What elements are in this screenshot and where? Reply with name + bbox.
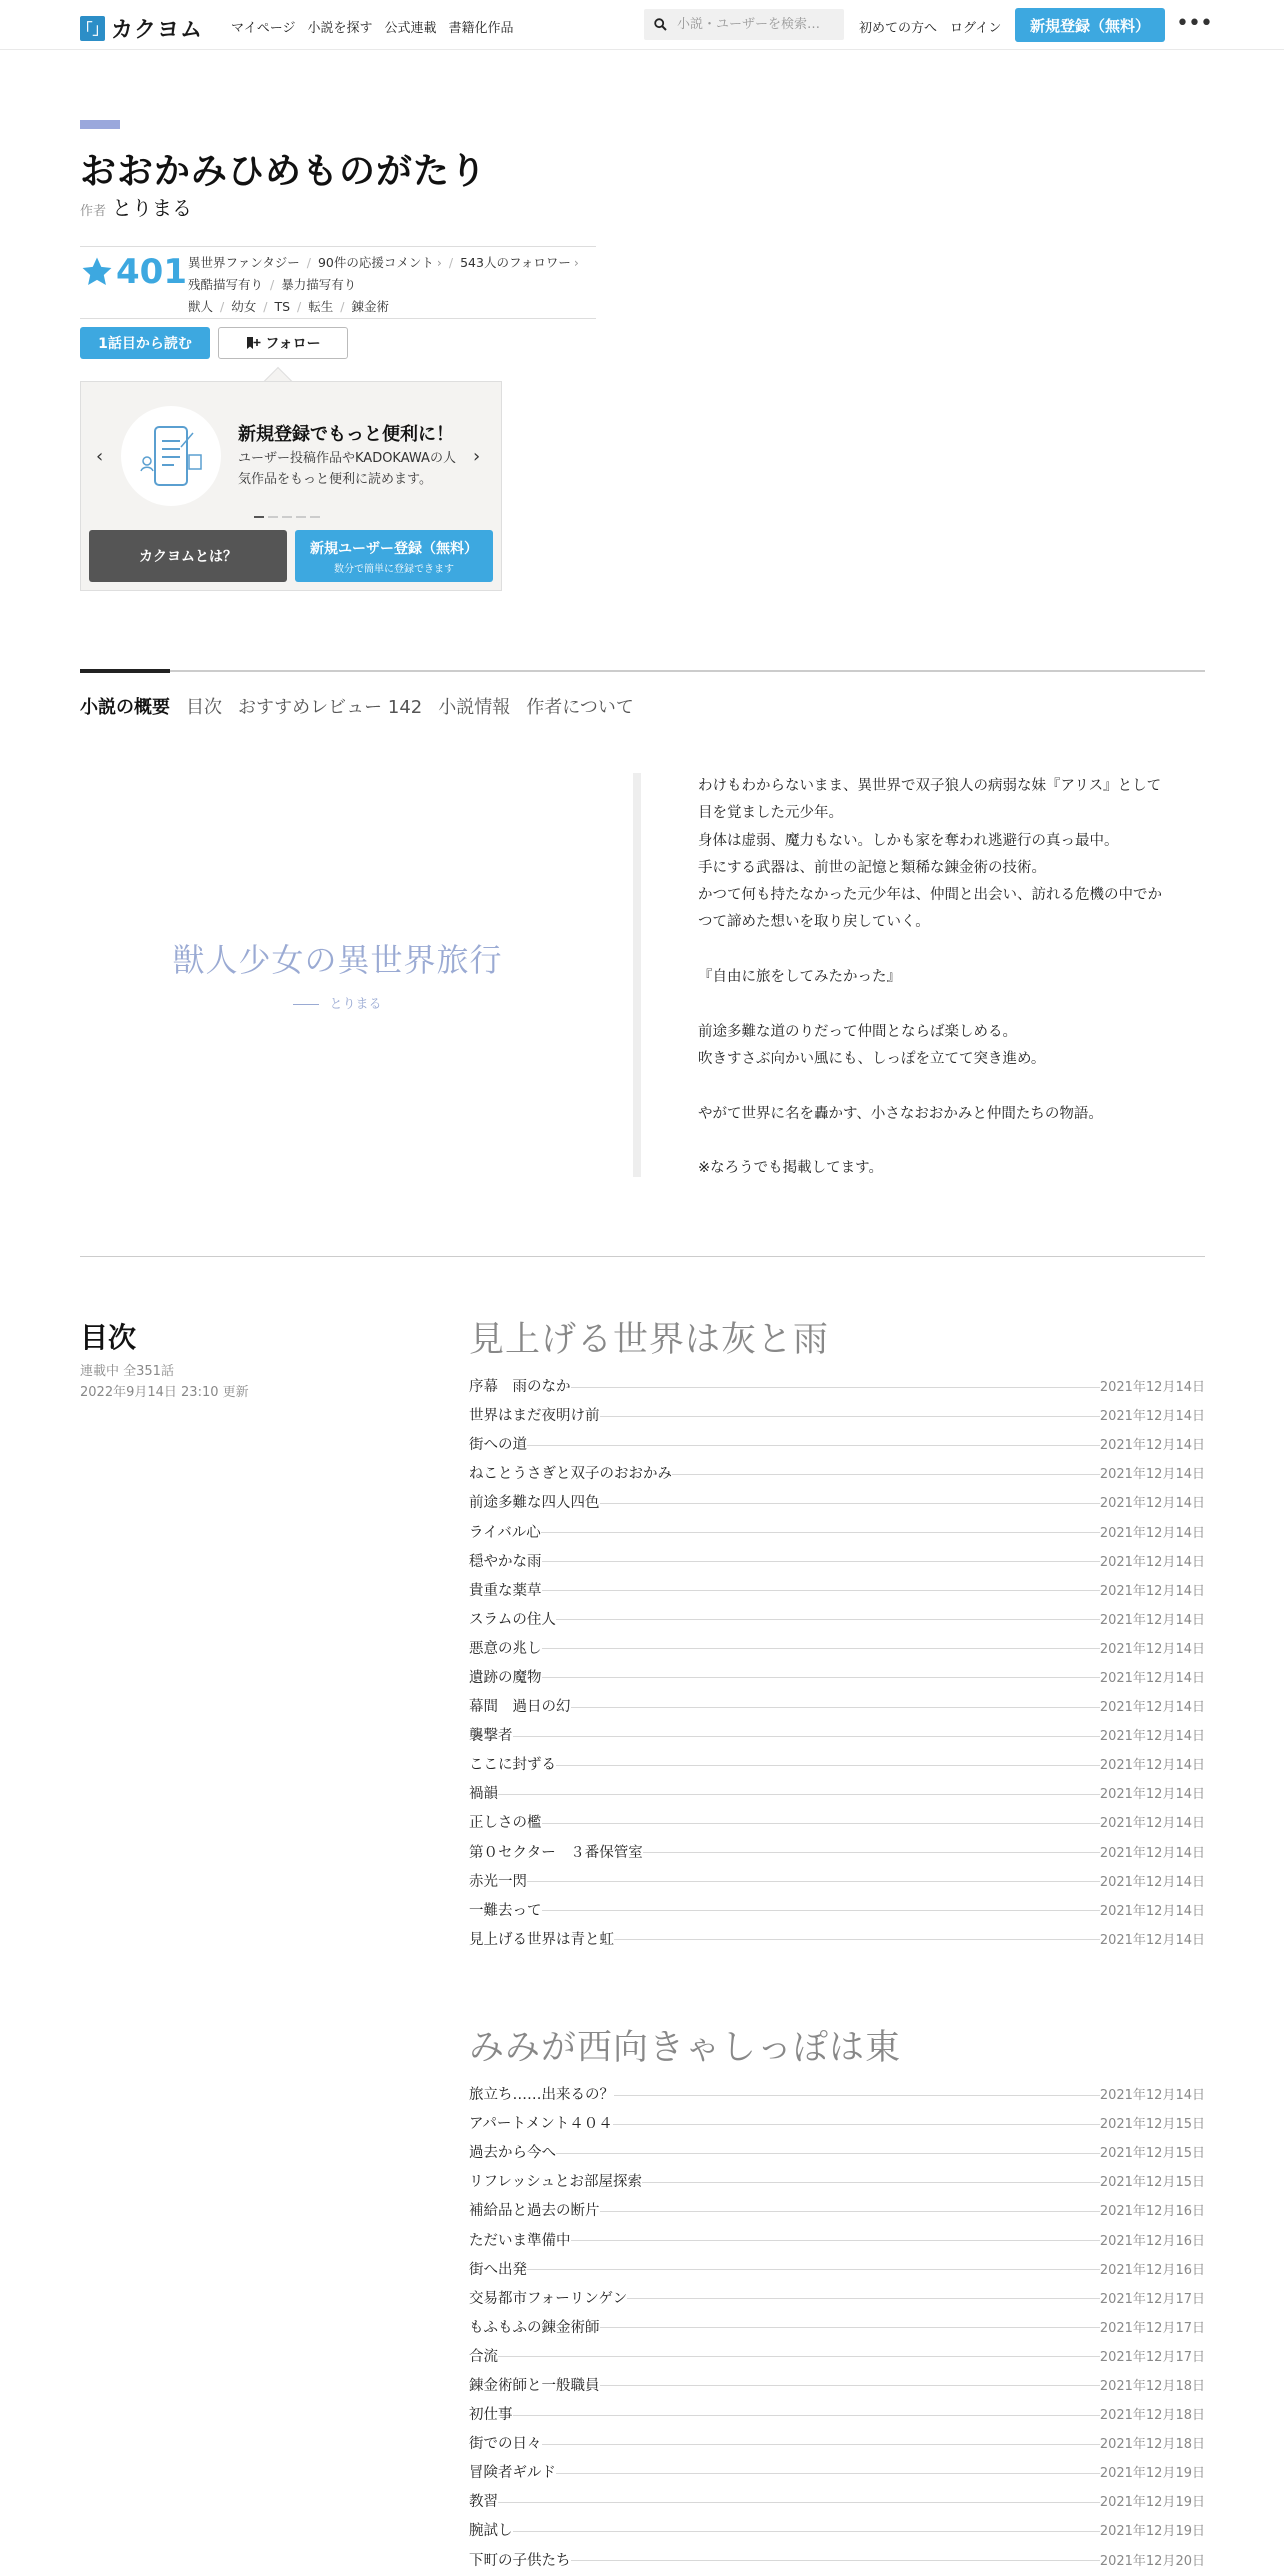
episode-item[interactable]	[469, 1487, 1205, 1516]
episode-item[interactable]	[469, 2399, 1205, 2428]
episode-item[interactable]	[469, 1895, 1205, 1924]
episode-date: 2021年12月19日	[1099, 2466, 1205, 2482]
tag-link[interactable]: 錬金術	[351, 299, 390, 314]
episode-rule	[600, 1503, 1100, 1504]
separator: /	[340, 298, 345, 314]
episode-title: 一難去って	[469, 1902, 542, 1919]
section-divider	[80, 1256, 1205, 1257]
episode-title: 赤光一閃	[469, 1873, 527, 1890]
episode-date: 2021年12月16日	[1099, 2262, 1205, 2278]
episode-date: 2021年12月19日	[1099, 2495, 1205, 2511]
meta-row-warnings	[188, 275, 356, 293]
episode-rule	[542, 1561, 1100, 1562]
episode-title: 交易都市フォーリンゲン	[469, 2290, 628, 2307]
episode-date: 2021年12月14日	[1099, 1380, 1205, 1396]
episode-rule	[527, 1881, 1100, 1882]
episode-title: 冒険者ギルド	[469, 2465, 556, 2482]
separator: /	[306, 254, 311, 270]
episode-date: 2021年12月18日	[1099, 2408, 1205, 2424]
episode-rule	[541, 1532, 1100, 1533]
episode-date: 2021年12月14日	[1099, 1845, 1205, 1861]
episode-item[interactable]	[469, 2254, 1205, 2283]
episode-date: 2021年12月14日	[1099, 1554, 1205, 1570]
author-name-link[interactable]: とりまる	[112, 196, 193, 220]
follow-button[interactable]	[218, 327, 348, 359]
episode-title: 遺跡の魔物	[469, 1669, 542, 1686]
episode-item[interactable]	[469, 1371, 1205, 1400]
site-header	[0, 0, 1284, 50]
toc-heading: 目次	[80, 1321, 137, 1354]
episode-rule	[642, 2182, 1100, 2183]
episode-title: 幕間 過日の幻	[469, 1699, 571, 1716]
episode-title: ねことうさぎと双子のおおかみ	[469, 1466, 672, 1483]
meta-row-tags	[188, 297, 389, 315]
intro-line: やがて世界に名を轟かす、小さなおおかみと仲間たちの物語。	[698, 1105, 1103, 1122]
episode-rule	[614, 2095, 1100, 2096]
pager-dot[interactable]	[268, 516, 278, 518]
episode-date: 2021年12月16日	[1099, 2204, 1205, 2220]
follow-button-label: フォロー	[265, 336, 321, 352]
episode-date: 2021年12月14日	[1099, 1583, 1205, 1599]
episode-item[interactable]	[469, 2515, 1205, 2544]
episode-item[interactable]	[469, 2195, 1205, 2224]
episode-rule	[542, 1823, 1100, 1824]
episode-item[interactable]	[469, 1575, 1205, 1604]
episode-date: 2021年12月14日	[1099, 1641, 1205, 1657]
active-tab-indicator	[80, 669, 170, 673]
first-time-link[interactable]: 初めての方へ	[859, 21, 938, 36]
episode-rule	[498, 2356, 1100, 2357]
episode-title: 初仕事	[469, 2407, 513, 2424]
episode-title: もふもふの錬金術師	[469, 2319, 600, 2336]
episode-title: 見上げる世界は青と虹	[469, 1931, 614, 1948]
intro-line: ※なろうでも掲載してます。	[698, 1160, 883, 1177]
episode-rule	[498, 2502, 1100, 2503]
comments-link[interactable]: 90件の応援コメント	[317, 255, 434, 270]
episode-rule	[600, 2327, 1100, 2328]
episode-date: 2021年12月18日	[1099, 2378, 1205, 2394]
separator: /	[448, 254, 454, 270]
chevron-right-icon: ›	[573, 254, 579, 270]
episode-title: 腕試し	[469, 2523, 513, 2540]
pager-dot[interactable]	[296, 516, 306, 518]
register-button-sublabel: 数分で簡単に登録できます	[334, 563, 454, 575]
episode-rule	[556, 1619, 1100, 1620]
episode-title: 第０セクター ３番保管室	[469, 1844, 643, 1861]
episode-rule	[527, 2269, 1100, 2270]
dash-line	[293, 1004, 319, 1005]
introduction-side-bar	[633, 773, 641, 1177]
episode-rule	[556, 1765, 1100, 1766]
episode-date: 2021年12月18日	[1099, 2437, 1205, 2453]
episode-date: 2021年12月14日	[1099, 1467, 1205, 1483]
intro-line: わけもわからないまま、異世界で双子狼人の病弱な妹『アリス』として	[698, 778, 1162, 794]
promo-title: 新規登録でもっと便利に！	[238, 424, 454, 445]
episode-rule	[571, 2560, 1100, 2561]
separator: /	[220, 298, 225, 314]
episode-rule	[542, 1590, 1100, 1591]
episode-item[interactable]	[469, 1924, 1205, 1953]
catchphrase: 獣人少女の異世界旅行	[172, 941, 503, 979]
episode-date: 2021年12月14日	[1099, 1729, 1205, 1745]
episode-title: 過去から今へ	[469, 2145, 556, 2162]
work-meta	[80, 246, 596, 319]
intro-line: かつて何も持たなかった元少年は、仲間と出会い、訪れる危機の中でか	[698, 887, 1162, 904]
episode-rule	[571, 1387, 1100, 1388]
promo-prev-arrow-icon[interactable]: ‹	[96, 446, 104, 467]
register-user-button[interactable]	[295, 530, 493, 582]
work-tabs	[80, 693, 634, 719]
episode-date: 2021年12月14日	[1099, 1700, 1205, 1716]
episode-title: 世界はまだ夜明け前	[469, 1408, 600, 1425]
login-link[interactable]: ログイン	[950, 21, 1002, 36]
episode-item[interactable]	[469, 1720, 1205, 1749]
intro-line	[698, 1073, 1218, 1100]
meta-row-genre	[188, 253, 579, 271]
episode-item[interactable]	[469, 2224, 1205, 2253]
episode-list	[469, 1371, 1205, 1953]
episode-rule	[513, 2415, 1100, 2416]
episode-title: 補給品と過去の断片	[469, 2203, 600, 2220]
tag-link[interactable]: TS	[274, 298, 291, 314]
episode-rule	[613, 2124, 1100, 2125]
episode-item[interactable]	[469, 1691, 1205, 1720]
introduction-text	[698, 773, 1218, 1182]
episode-rule	[542, 1648, 1100, 1649]
episode-date: 2021年12月14日	[1099, 1903, 1205, 1919]
catch-author-name: とりまる	[329, 997, 382, 1012]
episode-date: 2021年12月14日	[1099, 1409, 1205, 1425]
separator: /	[270, 276, 275, 292]
episode-date: 2021年12月16日	[1099, 2233, 1205, 2249]
intro-line: 『自由に旅をしてみたかった』	[698, 969, 901, 986]
episode-title: 街での日々	[469, 2436, 542, 2453]
intro-line: 前途多難な道のりだって仲間とならば楽しめる。	[698, 1023, 1017, 1040]
promo-illustration	[121, 406, 221, 506]
episode-rule	[527, 1445, 1100, 1446]
episode-date: 2021年12月15日	[1099, 2117, 1205, 2133]
episode-date: 2021年12月19日	[1099, 2524, 1205, 2540]
episode-item[interactable]	[469, 1807, 1205, 1836]
episode-item[interactable]	[469, 2166, 1205, 2195]
episode-rule	[614, 1939, 1100, 1940]
toc-updated: 2022年9月14日 23:10 更新	[80, 1385, 249, 1400]
episode-date: 2021年12月14日	[1099, 1816, 1205, 1832]
episode-title: 街へ出発	[469, 2261, 527, 2278]
episode-item[interactable]	[469, 1458, 1205, 1487]
episode-item[interactable]	[469, 2137, 1205, 2166]
episode-title: 正しさの檻	[469, 1815, 542, 1832]
followers-link[interactable]: 543人のフォロワー	[460, 255, 571, 270]
episode-rule	[643, 1852, 1100, 1853]
search-box	[644, 9, 844, 40]
chapter-title: みみが西向きゃしっぽは東	[469, 2028, 902, 2068]
title-accent-bar	[80, 120, 120, 129]
pager-dot[interactable]	[282, 516, 292, 518]
episode-item[interactable]	[469, 1604, 1205, 1633]
separator: /	[297, 298, 302, 314]
episode-rule	[513, 2531, 1100, 2532]
episode-date: 2021年12月14日	[1099, 1525, 1205, 1541]
star-count: 401	[116, 252, 187, 292]
more-menu-icon[interactable]: •••	[1176, 11, 1212, 36]
logo-mark: 「」	[80, 16, 105, 41]
episode-item[interactable]	[469, 1778, 1205, 1807]
tab-work-info[interactable]: 小説情報	[438, 697, 511, 718]
tab-reviews[interactable]: おすすめレビュー 142	[238, 697, 423, 718]
episode-rule	[542, 2444, 1100, 2445]
author-label: 作者	[80, 204, 107, 219]
episode-date: 2021年12月14日	[1099, 1496, 1205, 1512]
warning-label: 暴力描写有り	[281, 277, 357, 292]
signup-button[interactable]: 新規登録（無料）	[1015, 8, 1165, 42]
episode-title: ライバル心	[469, 1524, 541, 1541]
nav-search-novels[interactable]: 小説を探す	[307, 21, 373, 36]
episode-rule	[600, 2385, 1100, 2386]
intro-line	[698, 1128, 1218, 1155]
episode-title: 旅立ち……出来るの？	[469, 2087, 614, 2104]
tabs-divider	[80, 670, 1205, 672]
tag-link[interactable]: 獣人	[188, 299, 214, 314]
promo-next-arrow-icon[interactable]: ›	[473, 446, 481, 467]
pager-dot[interactable]	[254, 516, 264, 518]
episode-title: スラムの住人	[469, 1611, 556, 1628]
catchphrase-author	[80, 993, 595, 1012]
episode-rule	[498, 1794, 1100, 1795]
episode-title: ここに封ずる	[469, 1757, 556, 1774]
episode-item[interactable]	[469, 2079, 1205, 2108]
about-kakuyomu-button[interactable]: カクヨムとは？	[89, 530, 287, 582]
episode-date: 2021年12月14日	[1099, 1758, 1205, 1774]
tab-overview[interactable]: 小説の概要	[80, 697, 170, 718]
search-input[interactable]	[677, 17, 827, 32]
episode-date: 2021年12月14日	[1099, 1438, 1205, 1454]
star-rating[interactable]	[80, 252, 187, 292]
catchphrase-block	[80, 935, 595, 1012]
episode-date: 2021年12月14日	[1099, 1874, 1205, 1890]
tab-toc[interactable]: 目次	[186, 697, 222, 718]
episode-item[interactable]	[469, 2545, 1205, 2568]
episode-item[interactable]	[469, 2428, 1205, 2457]
episode-date: 2021年12月17日	[1099, 2320, 1205, 2336]
episode-item[interactable]	[469, 1866, 1205, 1895]
work-title[interactable]: おおかみひめものがたり	[80, 151, 488, 192]
episode-title: 合流	[469, 2348, 498, 2365]
author-line	[80, 192, 192, 221]
episode-title: ただいま準備中	[469, 2232, 571, 2249]
episode-date: 2021年12月20日	[1099, 2553, 1205, 2568]
episode-title: 禍韻	[469, 1786, 498, 1803]
episode-rule	[571, 2240, 1100, 2241]
separator: /	[263, 298, 268, 314]
intro-line: 身体は虚弱、魔力もない。しかも家を奪われ逃避行の真っ最中。	[698, 832, 1119, 849]
episode-date: 2021年12月14日	[1099, 1670, 1205, 1686]
chapter-title: 見上げる世界は灰と雨	[469, 1320, 830, 1360]
episode-item[interactable]	[469, 2108, 1205, 2137]
intro-line	[698, 937, 1218, 964]
logo-text: カクヨム	[111, 18, 204, 43]
warning-label: 残酷描写有り	[188, 277, 264, 292]
episode-rule	[556, 2153, 1100, 2154]
episode-date: 2021年12月14日	[1099, 1612, 1205, 1628]
episode-item[interactable]	[469, 2457, 1205, 2486]
episode-title: リフレッシュとお部屋探索	[469, 2174, 642, 2191]
nav-official[interactable]: 公式連載	[384, 21, 437, 36]
search-icon[interactable]	[654, 18, 667, 31]
pager-dot[interactable]	[310, 516, 320, 518]
nav-published[interactable]: 書籍化作品	[448, 21, 514, 36]
episode-item[interactable]	[469, 1400, 1205, 1429]
signup-promo-panel	[80, 381, 502, 591]
episode-rule	[542, 1677, 1100, 1678]
tag-link[interactable]: 転生	[308, 299, 334, 314]
episode-item[interactable]	[469, 2341, 1205, 2370]
episode-item[interactable]	[469, 1516, 1205, 1545]
episode-item[interactable]	[469, 1633, 1205, 1662]
episode-item[interactable]	[469, 2370, 1205, 2399]
intro-line	[698, 991, 1218, 1018]
episode-date: 2021年12月15日	[1099, 2146, 1205, 2162]
episode-rule	[556, 2473, 1100, 2474]
episode-rule	[600, 1416, 1100, 1417]
episode-title: 街への道	[469, 1437, 527, 1454]
genre-link[interactable]: 異世界ファンタジー	[188, 255, 300, 270]
episode-title: 錬金術師と一般職員	[469, 2377, 600, 2394]
star-icon	[80, 255, 114, 289]
intro-line: 目を覚ました元少年。	[698, 805, 843, 822]
episode-title: 襲撃者	[469, 1728, 513, 1745]
episode-rule	[542, 1910, 1100, 1911]
bookmark-plus-icon	[245, 336, 261, 350]
episode-item[interactable]	[469, 2283, 1205, 2312]
episode-title: 教習	[469, 2494, 498, 2511]
global-nav	[231, 17, 514, 36]
intro-line: 吹きすさぶ向かい風にも、しっぽを立てて突き進め。	[698, 1050, 1046, 1067]
episode-item[interactable]	[469, 1837, 1205, 1866]
episode-item[interactable]	[469, 2312, 1205, 2341]
read-first-episode-button[interactable]: 1話目から読む	[80, 327, 210, 359]
toc-status: 連載中 全351話	[80, 1364, 174, 1379]
episode-date: 2021年12月14日	[1099, 1787, 1205, 1803]
episode-list	[469, 2079, 1205, 2568]
intro-line: 手にする武器は、前世の記憶と類稀な錬金術の技術。	[698, 859, 1046, 876]
episode-rule	[627, 2298, 1100, 2299]
episode-date: 2021年12月17日	[1099, 2349, 1205, 2365]
tab-about-author[interactable]: 作者について	[526, 697, 634, 718]
promo-description: ユーザー投稿作品やKADOKAWAの人気作品をもっと便利に読めます。	[238, 451, 456, 487]
intro-line: つて諦めた想いを取り戻していく。	[698, 914, 930, 931]
tag-link[interactable]: 幼女	[231, 299, 257, 314]
chevron-right-icon: ›	[436, 254, 442, 270]
episode-title: 前途多難な四人四色	[469, 1495, 600, 1512]
episode-date: 2021年12月15日	[1099, 2175, 1205, 2191]
episode-title: 序幕 雨のなか	[469, 1379, 571, 1396]
episode-item[interactable]	[469, 2486, 1205, 2515]
register-button-label: 新規ユーザー登録（無料）	[310, 540, 478, 557]
episode-rule	[513, 1736, 1100, 1737]
episode-rule	[672, 1474, 1100, 1475]
nav-mypage[interactable]: マイページ	[231, 21, 296, 36]
episode-title: アパートメント４０４	[469, 2116, 613, 2133]
episode-rule	[600, 2211, 1100, 2212]
episode-item[interactable]	[469, 1546, 1205, 1575]
episode-date: 2021年12月14日	[1099, 1932, 1205, 1948]
episode-item[interactable]	[469, 1749, 1205, 1778]
episode-date: 2021年12月17日	[1099, 2291, 1205, 2307]
episode-title: 貴重な薬草	[469, 1582, 542, 1599]
episode-item[interactable]	[469, 1662, 1205, 1691]
episode-date: 2021年12月14日	[1099, 2088, 1205, 2104]
episode-title: 悪意の兆し	[469, 1640, 542, 1657]
episode-rule	[571, 1707, 1100, 1708]
phone-document-icon	[136, 421, 206, 491]
episode-title: 下町の子供たち	[469, 2552, 571, 2568]
site-logo[interactable]	[77, 13, 204, 44]
episode-item[interactable]	[469, 1429, 1205, 1458]
promo-pager-dots[interactable]	[254, 516, 320, 518]
episode-title: 穏やかな雨	[469, 1553, 542, 1570]
